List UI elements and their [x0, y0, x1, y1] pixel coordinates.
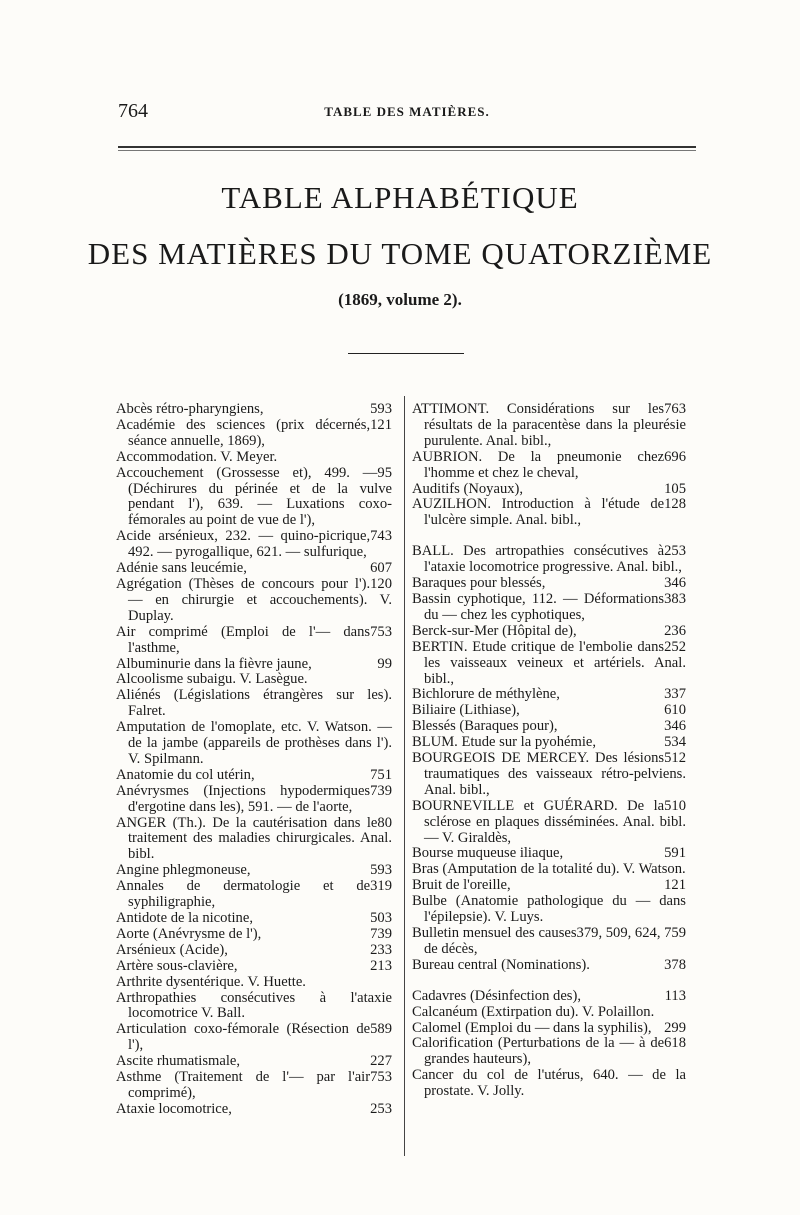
entry-text: Artère sous-clavière, — [116, 957, 238, 974]
page-reference: 593 — [370, 401, 392, 417]
entry-text: Bureau central (Nominations). — [412, 956, 590, 973]
entry-text: Bulletin mensuel des causes de décès, — [412, 925, 577, 957]
entry-text: Adénie sans leucémie, — [116, 560, 247, 577]
index-entry — [412, 703, 686, 719]
page-reference: 618 — [664, 1035, 686, 1052]
page-reference: 319 — [370, 878, 392, 895]
index-entry — [412, 735, 686, 751]
entry-text: Blessés (Baraques pour), — [412, 718, 558, 735]
index-entry — [116, 975, 392, 991]
entry-text: Alcoolisme subaigu. V. Lasègue. — [116, 671, 308, 688]
entry-text: Anatomie du col utérin, — [116, 766, 255, 783]
page-reference: 589 — [370, 1021, 392, 1038]
index-entry — [116, 625, 392, 657]
entry-text: Calomel (Emploi du — dans la syphilis), — [412, 1019, 652, 1036]
subtitle: (1869, volume 2). — [338, 290, 462, 309]
entry-text: Berck-sur-Mer (Hôpital de), — [412, 622, 577, 639]
page-reference: 503 — [370, 910, 392, 926]
entry-text: ANGER (Th.). De la cautérisation dans le traitement des maladies chirurgicales. Anal. bibl. — [116, 814, 392, 863]
entry-text: BLUM. Etude sur la pyohémie, — [412, 734, 597, 751]
entry-text: BALL. Des artropathies consécutives à l'ataxie locomotrice progressive. Anal. bibl., — [412, 543, 682, 576]
index-entry — [116, 1054, 392, 1070]
index-column-right — [412, 402, 686, 1100]
entry-text: Calcanéum (Extirpation du). V. Polaillon. — [412, 1003, 655, 1020]
entry-text: BERTIN. Etude critique de l'embolie dans les vaisseaux veineux et artériels. Anal. bibl., — [412, 638, 686, 687]
section-gap — [412, 529, 686, 544]
page-reference: 346 — [664, 718, 686, 735]
index-entry — [412, 751, 686, 799]
entry-text: Arthropathies consécutives à l'ataxie locomotrice V. Ball. — [116, 989, 392, 1022]
entry-text: Aorte (Anévrysme de l'), — [116, 925, 262, 942]
index-entry — [116, 402, 392, 418]
index-entry — [116, 959, 392, 975]
page-reference: 510 — [664, 797, 686, 814]
entry-text: Ataxie locomotrice, — [116, 1100, 232, 1117]
index-entry — [116, 1022, 392, 1054]
page-reference: 696 — [664, 448, 686, 465]
page-reference: 120 — [370, 575, 392, 592]
index-entry — [412, 544, 686, 576]
entry-text: Angine phlegmoneuse, — [116, 862, 251, 879]
entry-text: BOURGEOIS DE MERCEY. Des lésions traumatiques des vaisseaux rétro-pelviens. Anal. bibl., — [412, 750, 686, 798]
page-reference: 299 — [664, 1019, 686, 1036]
index-entry — [412, 497, 686, 529]
page-reference: 80 — [377, 814, 392, 831]
index-entry — [412, 926, 686, 958]
index-entry — [412, 402, 686, 450]
entry-text: Abcès rétro-pharyngiens, — [116, 401, 264, 417]
page-reference: 383 — [664, 590, 686, 607]
entry-text: Amputation de l'omoplate, etc. V. Watson. — de la jambe (appareils de prothèses dans l'). V. Spilmann. — [116, 719, 392, 767]
entry-text: Bulbe (Anatomie pathologique du — dans l'épilepsie). V. Luys. — [412, 893, 686, 926]
page-reference: 607 — [370, 560, 392, 577]
page-reference: 379, 509, 624, 759 — [576, 925, 686, 941]
index-entry — [412, 894, 686, 926]
page-reference: 751 — [370, 766, 392, 783]
entry-text: Aliénés (Législations étrangères sur les). Falret. — [116, 687, 392, 720]
page-reference: 593 — [370, 862, 392, 879]
title-line-1: TABLE ALPHABÉTIQUE — [221, 180, 579, 215]
page-reference: 105 — [664, 480, 686, 497]
entry-text: Bourse muqueuse iliaque, — [412, 845, 564, 862]
page-reference: 739 — [370, 925, 392, 942]
entry-text: Anévrysmes (Injections hypodermiques d'ergotine dans les), 591. — de l'aorte, — [116, 782, 371, 815]
page-reference: 121 — [370, 416, 392, 433]
column-divider — [404, 396, 405, 1156]
page-reference: 253 — [370, 1100, 392, 1117]
index-entry — [412, 989, 686, 1005]
entry-text: AUZILHON. Introduction à l'étude de l'ulcère simple. Anal. bibl., — [412, 496, 665, 529]
index-entry — [116, 577, 392, 625]
title-rule — [348, 353, 464, 354]
index-entry — [412, 958, 686, 974]
section-gap — [412, 974, 686, 989]
page-reference: 233 — [370, 941, 392, 958]
page-reference: 99 — [377, 655, 392, 672]
entry-text: Biliaire (Lithiase), — [412, 702, 520, 719]
entry-text: Arsénieux (Acide), — [116, 941, 228, 958]
index-entry — [412, 450, 686, 482]
entry-text: Cancer du col de l'utérus, 640. — de la prostate. V. Jolly. — [412, 1067, 686, 1100]
page-reference: 743 — [370, 528, 392, 545]
index-entry — [116, 720, 392, 768]
entry-text: Calorification (Perturbations de la — à de grandes hauteurs), — [412, 1035, 665, 1068]
index-entry — [412, 719, 686, 735]
page-reference: 610 — [664, 702, 686, 719]
index-entry — [116, 768, 392, 784]
entry-text: Albuminurie dans la fièvre jaune, — [116, 655, 312, 672]
index-entry — [116, 418, 392, 450]
index-entry — [116, 561, 392, 577]
page-reference: 113 — [664, 987, 686, 1004]
entry-text: Bras (Amputation de la totalité du). V. Watson. — [412, 861, 686, 878]
page-reference: 534 — [664, 734, 686, 751]
index-entry — [412, 1005, 686, 1021]
entry-text: Air comprimé (Emploi de l'— dans l'asthme, — [116, 623, 371, 656]
header-rule — [118, 146, 696, 148]
entry-text: AUBRION. De la pneumonie chez l'homme et chez le cheval, — [412, 448, 665, 481]
entry-text: ATTIMONT. Considérations sur les résultats de la paracentèse dans la pleurésie purulente. Anal. bibl., — [412, 401, 686, 449]
page-reference: 753 — [370, 1069, 392, 1086]
entry-text: Arthrite dysentérique. V. Huette. — [116, 973, 306, 990]
entry-text: Accommodation. V. Meyer. — [116, 448, 278, 465]
entry-text: Accouchement (Grossesse et), 499. — (Déchirures du périnée et de la vulve pendant l'), 639. — Luxations coxo-fémorales au point de vue de l'), — [116, 464, 392, 529]
page-number: 764 — [118, 100, 148, 122]
entry-text: Annales de dermatologie et de syphiligraphie, — [116, 878, 371, 911]
index-entry — [412, 878, 686, 894]
entry-text: Baraques pour blessés, — [412, 575, 546, 592]
entry-text: BOURNEVILLE et GUÉRARD. De la sclérose en plaques disséminées. Anal. bibl. — V. Giraldès, — [412, 797, 686, 846]
page-reference: 512 — [664, 750, 686, 767]
index-entry — [412, 846, 686, 862]
page-reference: 378 — [664, 956, 686, 973]
index-entry — [412, 1068, 686, 1100]
entry-text: Acide arsénieux, 232. — quino-picrique, 492. — pyrogallique, 621. — sulfurique, — [116, 528, 371, 561]
entry-text: Académie des sciences (prix décernés, séance annuelle, 1869), — [116, 416, 371, 449]
index-entry — [116, 450, 392, 466]
entry-text: Cadavres (Désinfection des), — [412, 987, 581, 1004]
index-entry — [116, 863, 392, 879]
index-entry — [116, 657, 392, 673]
index-entry — [412, 576, 686, 592]
page-reference: 227 — [370, 1053, 392, 1070]
index-entry — [412, 799, 686, 847]
page-reference: 739 — [370, 782, 392, 799]
index-entry — [412, 640, 686, 688]
page-reference: 95 — [377, 464, 392, 481]
index-entry — [412, 624, 686, 640]
page-reference: 253 — [664, 543, 686, 560]
page-reference: 236 — [664, 622, 686, 639]
page-reference: 213 — [370, 957, 392, 974]
index-entry — [116, 1102, 392, 1118]
index-entry — [116, 466, 392, 530]
index-entry — [116, 784, 392, 816]
page-reference: 346 — [664, 575, 686, 592]
index-entry — [116, 688, 392, 720]
index-entry — [412, 1036, 686, 1068]
index-entry — [116, 672, 392, 688]
running-title: TABLE DES MATIÈRES. — [324, 104, 490, 119]
page-reference: 337 — [664, 686, 686, 703]
title-line-2: DES MATIÈRES DU TOME QUATORZIÈME — [87, 236, 713, 271]
entry-text: Articulation coxo-fémorale (Résection de l'), — [116, 1021, 371, 1054]
page-reference: 121 — [664, 877, 686, 894]
header-rule-thin — [118, 150, 696, 151]
entry-text: Ascite rhumatismale, — [116, 1053, 241, 1070]
entry-text: Bassin cyphotique, 112. — Déformations du — chez les cyphotiques, — [412, 590, 665, 623]
index-entry — [116, 911, 392, 927]
index-entry — [116, 879, 392, 911]
running-head — [118, 100, 696, 130]
entry-text: Bruit de l'oreille, — [412, 877, 511, 894]
entry-text: Agrégation (Thèses de concours pour l'). — en chirurgie et accouchements). V. Duplay. — [116, 575, 392, 624]
entry-text: Bichlorure de méthylène, — [412, 686, 560, 703]
index-entry — [412, 1021, 686, 1037]
entry-text: Asthme (Traitement de l'— par l'air comprimé), — [116, 1069, 371, 1101]
page-reference: 128 — [664, 496, 686, 513]
entry-text: Auditifs (Noyaux), — [412, 480, 524, 497]
index-column-left — [116, 402, 392, 1118]
entry-text: Antidote de la nicotine, — [116, 910, 253, 926]
index-entry — [412, 862, 686, 878]
page-reference: 252 — [664, 638, 686, 655]
page-reference: 763 — [664, 401, 686, 417]
index-entry — [412, 687, 686, 703]
page-reference: 591 — [664, 845, 686, 862]
index-entry — [116, 991, 392, 1023]
index-entry — [116, 816, 392, 864]
index-entry — [116, 1070, 392, 1102]
page-reference: 753 — [370, 623, 392, 640]
index-entry — [116, 529, 392, 561]
index-entry — [116, 943, 392, 959]
index-entry — [412, 592, 686, 624]
index-entry — [412, 482, 686, 498]
index-entry — [116, 927, 392, 943]
